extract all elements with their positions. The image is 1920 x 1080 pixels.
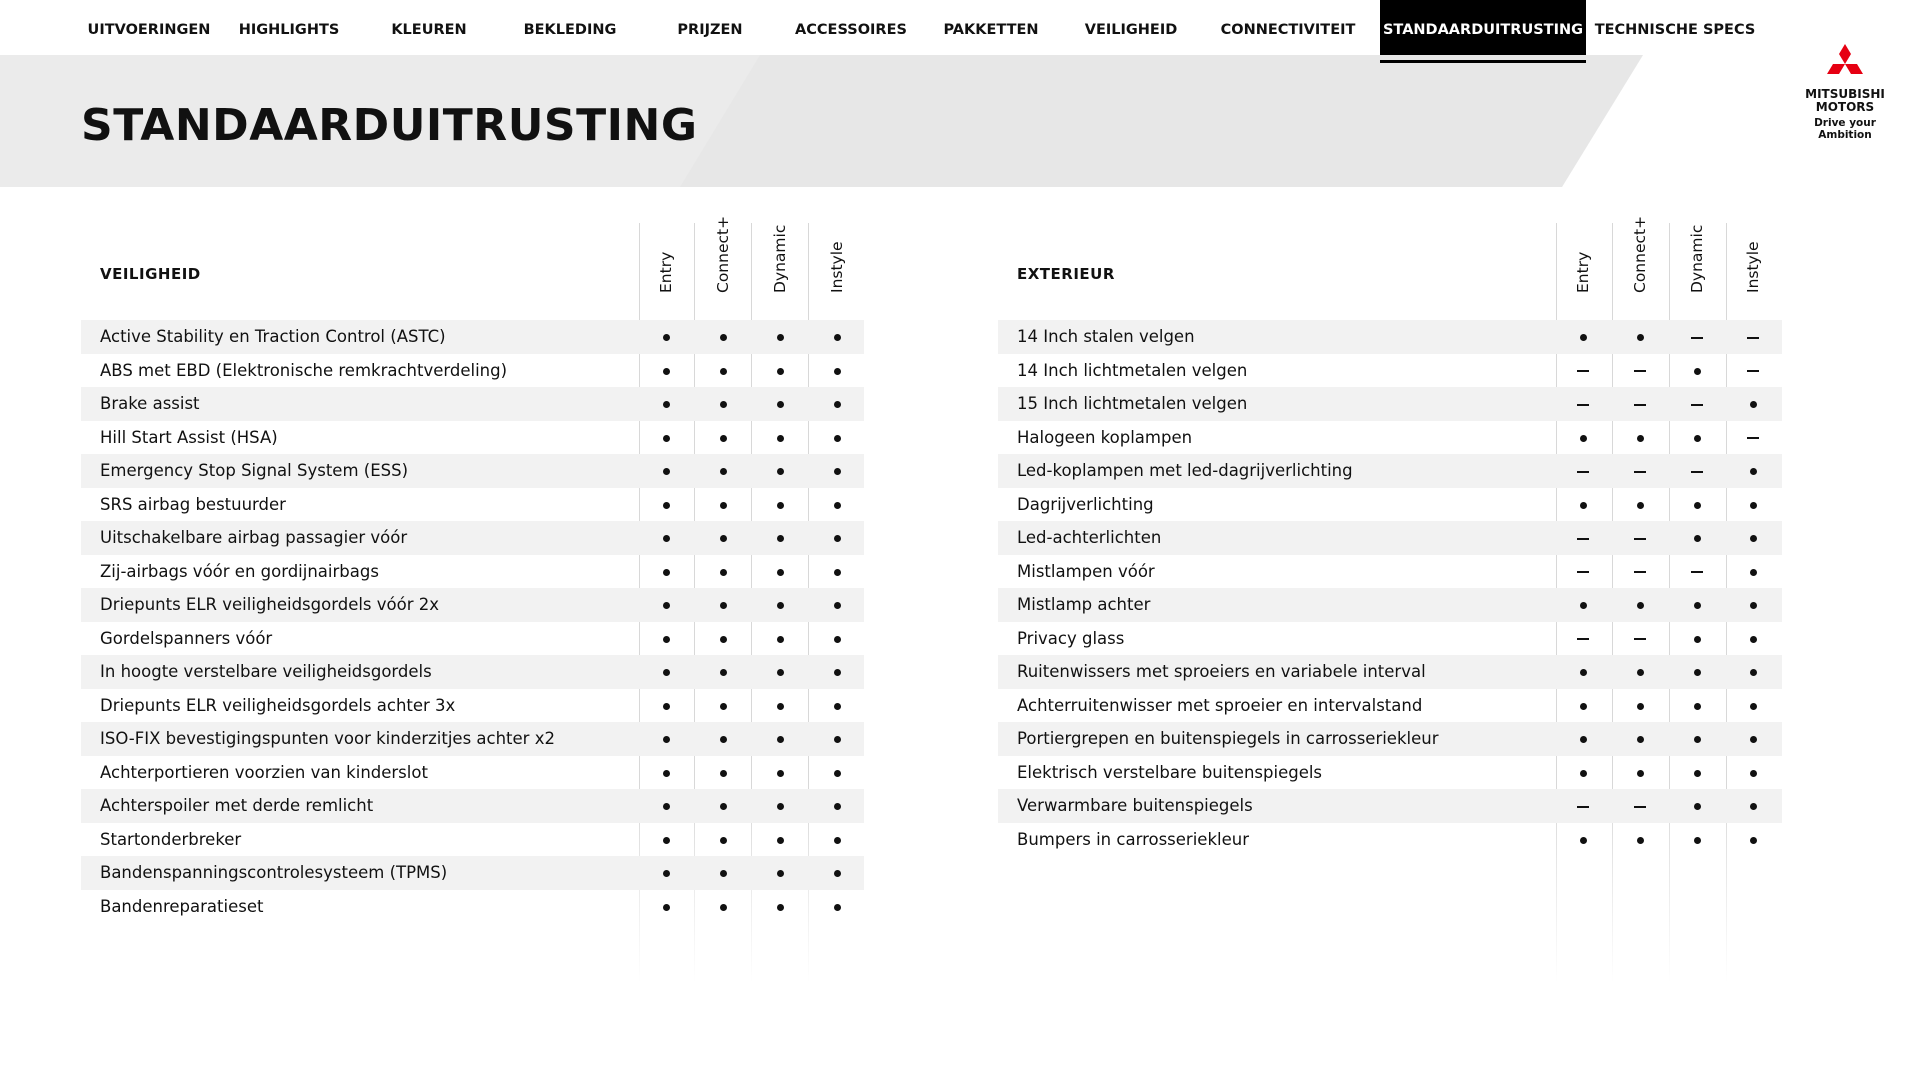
- feature-label: Verwarmbare buitenspiegels: [1017, 796, 1253, 815]
- included-dot-icon: [1682, 622, 1712, 656]
- feature-label: Uitschakelbare airbag passagier vóór: [100, 528, 408, 547]
- feature-label: Achterspoiler met derde remlicht: [100, 796, 374, 815]
- included-dot-icon: [822, 756, 852, 790]
- included-dot-icon: [708, 454, 738, 488]
- included-dot-icon: [822, 890, 852, 924]
- table-row: [81, 588, 864, 622]
- table-row: [81, 555, 864, 589]
- included-dot-icon: [1738, 521, 1768, 555]
- included-dot-icon: [708, 622, 738, 656]
- not-included-dash-icon: [1568, 521, 1598, 555]
- included-dot-icon: [1738, 823, 1768, 857]
- included-dot-icon: [651, 521, 681, 555]
- nav-tab-highlights[interactable]: HIGHLIGHTS: [238, 22, 340, 38]
- included-dot-icon: [651, 488, 681, 522]
- not-included-dash-icon: [1568, 354, 1598, 388]
- included-dot-icon: [1738, 756, 1768, 790]
- table-row: [998, 555, 1782, 589]
- feature-label: Gordelspanners vóór: [100, 628, 273, 648]
- feature-label: Active Stability en Traction Control (ASTC): [100, 327, 446, 346]
- table-row: [81, 856, 864, 890]
- table-heading: EXTERIEUR: [1017, 265, 1115, 283]
- column-header: [708, 215, 738, 311]
- included-dot-icon: [822, 320, 852, 354]
- included-dot-icon: [651, 756, 681, 790]
- included-dot-icon: [822, 555, 852, 589]
- included-dot-icon: [765, 354, 795, 388]
- included-dot-icon: [822, 387, 852, 421]
- included-dot-icon: [651, 421, 681, 455]
- included-dot-icon: [651, 823, 681, 857]
- nav-tab-technische-specs[interactable]: TECHNISCHE SPECS: [1594, 22, 1756, 38]
- table-row: [998, 588, 1782, 622]
- included-dot-icon: [765, 555, 795, 589]
- included-dot-icon: [708, 890, 738, 924]
- table-row: [81, 689, 864, 723]
- not-included-dash-icon: [1625, 555, 1655, 589]
- included-dot-icon: [1738, 488, 1768, 522]
- nav-tab-pakketten[interactable]: PAKKETTEN: [943, 22, 1039, 38]
- included-dot-icon: [651, 689, 681, 723]
- table-row: [81, 655, 864, 689]
- included-dot-icon: [765, 856, 795, 890]
- feature-label: Zij-airbags vóór en gordijnairbags: [100, 561, 379, 581]
- feature-label: Mistlampen vóór: [1017, 561, 1155, 581]
- nav-tab-prijzen[interactable]: PRIJZEN: [677, 22, 743, 38]
- included-dot-icon: [1682, 823, 1712, 857]
- included-dot-icon: [1738, 588, 1768, 622]
- logo-line-1: MITSUBISHI: [1805, 87, 1885, 101]
- included-dot-icon: [651, 320, 681, 354]
- feature-label: Driepunts ELR veiligheidsgordels achter 3x: [100, 695, 456, 715]
- included-dot-icon: [708, 823, 738, 857]
- table-row: [998, 521, 1782, 555]
- included-dot-icon: [822, 622, 852, 656]
- table-row: [998, 622, 1782, 656]
- table-row: [81, 320, 864, 354]
- included-dot-icon: [1738, 722, 1768, 756]
- included-dot-icon: [708, 588, 738, 622]
- table-row: [81, 789, 864, 823]
- not-included-dash-icon: [1738, 421, 1768, 455]
- table-row: [998, 454, 1782, 488]
- not-included-dash-icon: [1682, 387, 1712, 421]
- included-dot-icon: [1682, 722, 1712, 756]
- column-header-label: Entry: [657, 251, 675, 293]
- feature-label: Startonderbreker: [100, 829, 242, 849]
- included-dot-icon: [1568, 488, 1598, 522]
- included-dot-icon: [1568, 320, 1598, 354]
- included-dot-icon: [1625, 689, 1655, 723]
- feature-label: Brake assist: [100, 394, 200, 413]
- included-dot-icon: [708, 354, 738, 388]
- nav-tab-standaarduitrusting[interactable]: STANDAARDUITRUSTING: [1380, 0, 1586, 55]
- included-dot-icon: [765, 521, 795, 555]
- included-dot-icon: [822, 655, 852, 689]
- table-row: [998, 689, 1782, 723]
- not-included-dash-icon: [1625, 622, 1655, 656]
- included-dot-icon: [1682, 756, 1712, 790]
- not-included-dash-icon: [1625, 354, 1655, 388]
- not-included-dash-icon: [1625, 387, 1655, 421]
- feature-label: Bandenreparatieset: [100, 896, 264, 916]
- logo-tagline: Drive your Ambition: [1814, 117, 1876, 141]
- feature-label: SRS airbag bestuurder: [100, 494, 286, 514]
- included-dot-icon: [1625, 588, 1655, 622]
- table-row: [998, 421, 1782, 455]
- column-header: [1568, 223, 1598, 311]
- top-navigation: [0, 0, 1920, 55]
- column-header-label: Dynamic: [771, 224, 789, 293]
- not-included-dash-icon: [1625, 521, 1655, 555]
- included-dot-icon: [651, 588, 681, 622]
- included-dot-icon: [822, 454, 852, 488]
- table-row: [81, 387, 864, 421]
- included-dot-icon: [822, 354, 852, 388]
- included-dot-icon: [1568, 823, 1598, 857]
- feature-label: Elektrisch verstelbare buitenspiegels: [1017, 762, 1323, 782]
- included-dot-icon: [1568, 722, 1598, 756]
- feature-label: Achterportieren voorzien van kinderslot: [100, 762, 428, 782]
- included-dot-icon: [1738, 789, 1768, 823]
- included-dot-icon: [708, 555, 738, 589]
- included-dot-icon: [651, 789, 681, 823]
- not-included-dash-icon: [1568, 555, 1598, 589]
- included-dot-icon: [1568, 588, 1598, 622]
- feature-label: Achterruitenwisser met sproeier en intervalstand: [1017, 695, 1423, 715]
- feature-label: Led-koplampen met led-dagrijverlichting: [1017, 461, 1353, 480]
- included-dot-icon: [1682, 655, 1712, 689]
- active-tab-underline: [1380, 60, 1586, 63]
- included-dot-icon: [1568, 689, 1598, 723]
- included-dot-icon: [765, 488, 795, 522]
- table-row: [81, 354, 864, 388]
- column-header-label: Connect+: [1631, 215, 1649, 293]
- included-dot-icon: [1625, 823, 1655, 857]
- included-dot-icon: [822, 722, 852, 756]
- included-dot-icon: [765, 421, 795, 455]
- table-row: [998, 387, 1782, 421]
- mitsubishi-diamonds-icon: [1823, 44, 1867, 84]
- included-dot-icon: [708, 789, 738, 823]
- not-included-dash-icon: [1682, 320, 1712, 354]
- column-header-label: Dynamic: [1688, 224, 1706, 293]
- included-dot-icon: [765, 454, 795, 488]
- table-row: [81, 756, 864, 790]
- feature-label: ABS met EBD (Elektronische remkrachtverdeling): [100, 360, 508, 380]
- table-row: [81, 890, 864, 924]
- included-dot-icon: [765, 890, 795, 924]
- table-row: [998, 354, 1782, 388]
- included-dot-icon: [651, 555, 681, 589]
- included-dot-icon: [1625, 722, 1655, 756]
- included-dot-icon: [1682, 421, 1712, 455]
- included-dot-icon: [708, 421, 738, 455]
- table-row: [81, 421, 864, 455]
- included-dot-icon: [1682, 789, 1712, 823]
- column-header: [765, 223, 795, 311]
- not-included-dash-icon: [1568, 454, 1598, 488]
- included-dot-icon: [1568, 756, 1598, 790]
- included-dot-icon: [651, 722, 681, 756]
- feature-label: Led-achterlichten: [1017, 528, 1162, 547]
- column-header: [1738, 223, 1768, 311]
- included-dot-icon: [822, 488, 852, 522]
- nav-tab-connectiviteit[interactable]: CONNECTIVITEIT: [1220, 22, 1356, 38]
- column-header-label: Instyle: [1744, 241, 1762, 293]
- included-dot-icon: [1682, 689, 1712, 723]
- table-row: [81, 823, 864, 857]
- column-header-label: Connect+: [714, 215, 732, 293]
- included-dot-icon: [765, 622, 795, 656]
- feature-label: Hill Start Assist (HSA): [100, 427, 278, 447]
- included-dot-icon: [708, 655, 738, 689]
- included-dot-icon: [1738, 622, 1768, 656]
- included-dot-icon: [1738, 689, 1768, 723]
- column-header: [1682, 223, 1712, 311]
- included-dot-icon: [765, 588, 795, 622]
- included-dot-icon: [651, 890, 681, 924]
- included-dot-icon: [1738, 655, 1768, 689]
- included-dot-icon: [708, 856, 738, 890]
- column-header: [822, 223, 852, 311]
- column-header-label: Entry: [1574, 251, 1592, 293]
- included-dot-icon: [765, 789, 795, 823]
- included-dot-icon: [1568, 655, 1598, 689]
- nav-tab-accessoires[interactable]: ACCESSOIRES: [795, 22, 907, 38]
- not-included-dash-icon: [1568, 387, 1598, 421]
- table-row: [998, 488, 1782, 522]
- included-dot-icon: [651, 655, 681, 689]
- table-row: [998, 789, 1782, 823]
- nav-tab-kleuren[interactable]: KLEUREN: [391, 22, 467, 38]
- included-dot-icon: [1738, 555, 1768, 589]
- included-dot-icon: [708, 488, 738, 522]
- included-dot-icon: [1625, 320, 1655, 354]
- included-dot-icon: [822, 823, 852, 857]
- included-dot-icon: [765, 387, 795, 421]
- included-dot-icon: [1682, 488, 1712, 522]
- feature-label: 15 Inch lichtmetalen velgen: [1017, 394, 1248, 413]
- not-included-dash-icon: [1625, 454, 1655, 488]
- feature-label: Bandenspanningscontrolesysteem (TPMS): [100, 863, 448, 882]
- included-dot-icon: [651, 354, 681, 388]
- table-row: [998, 756, 1782, 790]
- page-title: STANDAARDUITRUSTING: [81, 100, 698, 151]
- feature-label: Halogeen koplampen: [1017, 427, 1193, 447]
- included-dot-icon: [708, 320, 738, 354]
- feature-label: ISO-FIX bevestigingspunten voor kinderzitjes achter x2: [100, 729, 555, 748]
- table-row: [81, 521, 864, 555]
- included-dot-icon: [708, 722, 738, 756]
- included-dot-icon: [822, 521, 852, 555]
- column-header-label: Instyle: [828, 241, 846, 293]
- table-row: [998, 320, 1782, 354]
- included-dot-icon: [651, 454, 681, 488]
- included-dot-icon: [708, 521, 738, 555]
- not-included-dash-icon: [1625, 789, 1655, 823]
- included-dot-icon: [651, 387, 681, 421]
- included-dot-icon: [765, 823, 795, 857]
- included-dot-icon: [708, 387, 738, 421]
- included-dot-icon: [1568, 421, 1598, 455]
- feature-label: Emergency Stop Signal System (ESS): [100, 461, 409, 480]
- table-row: [998, 655, 1782, 689]
- included-dot-icon: [765, 320, 795, 354]
- table-row: [81, 454, 864, 488]
- feature-label: Bumpers in carrosseriekleur: [1017, 829, 1249, 849]
- included-dot-icon: [822, 856, 852, 890]
- table-row: [81, 722, 864, 756]
- included-dot-icon: [765, 756, 795, 790]
- feature-label: 14 Inch lichtmetalen velgen: [1017, 360, 1248, 380]
- included-dot-icon: [822, 421, 852, 455]
- not-included-dash-icon: [1682, 454, 1712, 488]
- column-header: [1625, 215, 1655, 311]
- included-dot-icon: [1625, 421, 1655, 455]
- not-included-dash-icon: [1568, 789, 1598, 823]
- nav-tab-uitvoeringen[interactable]: UITVOERINGEN: [87, 22, 211, 38]
- included-dot-icon: [1682, 354, 1712, 388]
- included-dot-icon: [822, 789, 852, 823]
- included-dot-icon: [708, 756, 738, 790]
- feature-label: Driepunts ELR veiligheidsgordels vóór 2x: [100, 595, 440, 614]
- feature-label: Ruitenwissers met sproeiers en variabele interval: [1017, 662, 1426, 681]
- feature-label: Privacy glass: [1017, 628, 1125, 648]
- included-dot-icon: [765, 655, 795, 689]
- not-included-dash-icon: [1738, 354, 1768, 388]
- table-heading: VEILIGHEID: [100, 265, 201, 283]
- included-dot-icon: [651, 622, 681, 656]
- included-dot-icon: [822, 588, 852, 622]
- included-dot-icon: [1625, 756, 1655, 790]
- included-dot-icon: [651, 856, 681, 890]
- feature-label: In hoogte verstelbare veiligheidsgordels: [100, 662, 432, 681]
- included-dot-icon: [1682, 588, 1712, 622]
- logo-line-2: MOTORS: [1815, 100, 1875, 114]
- included-dot-icon: [765, 722, 795, 756]
- included-dot-icon: [1738, 454, 1768, 488]
- table-row: [81, 488, 864, 522]
- included-dot-icon: [822, 689, 852, 723]
- included-dot-icon: [1682, 521, 1712, 555]
- column-header: [651, 223, 681, 311]
- feature-label: Dagrijverlichting: [1017, 494, 1154, 514]
- included-dot-icon: [765, 689, 795, 723]
- not-included-dash-icon: [1682, 555, 1712, 589]
- nav-tab-veiligheid[interactable]: VEILIGHEID: [1084, 22, 1178, 38]
- included-dot-icon: [1738, 387, 1768, 421]
- not-included-dash-icon: [1738, 320, 1768, 354]
- not-included-dash-icon: [1568, 622, 1598, 656]
- nav-tab-bekleding[interactable]: BEKLEDING: [523, 22, 617, 38]
- feature-label: Mistlamp achter: [1017, 595, 1151, 614]
- included-dot-icon: [1625, 655, 1655, 689]
- table-row: [998, 722, 1782, 756]
- feature-label: Portiergrepen en buitenspiegels in carrosseriekleur: [1017, 729, 1439, 748]
- included-dot-icon: [1625, 488, 1655, 522]
- mitsubishi-logo[interactable]: [1790, 44, 1900, 141]
- feature-label: 14 Inch stalen velgen: [1017, 327, 1195, 346]
- table-row: [81, 622, 864, 656]
- table-row: [998, 823, 1782, 857]
- included-dot-icon: [708, 689, 738, 723]
